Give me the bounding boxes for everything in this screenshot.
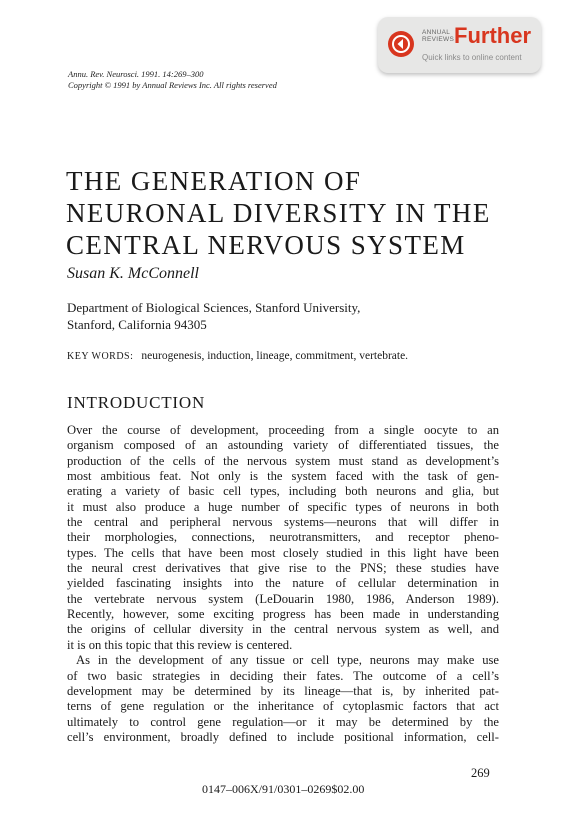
title-line: THE GENERATION OF bbox=[66, 166, 362, 196]
keywords-value: neurogenesis, induction, lineage, commitment, vertebrate. bbox=[141, 350, 409, 362]
body-line: it is on this topic that this review is centered. bbox=[67, 637, 293, 652]
body-line: ultimately to control gene regulation—or it may be determined by the bbox=[67, 714, 499, 729]
body-line: the neural crest derivatives that give rise to the PNS; these studies have bbox=[67, 561, 499, 576]
body-line: the origins of cellular diversity in the central nervous system as well, and bbox=[67, 622, 499, 637]
journal-citation: Annu. Rev. Neurosci. 1991. 14:269–300 bbox=[68, 69, 204, 79]
body-line: terns of gene regulation or the inheritance of cytoplasmic factors that act bbox=[67, 699, 499, 714]
further-subtitle: Quick links to online content bbox=[422, 53, 522, 62]
body-line: yielded fascinating insights into the nature of cellular determination in bbox=[67, 576, 499, 591]
body-line: Over the course of development, proceeding from a single oocyte to an bbox=[67, 423, 499, 437]
body-text bbox=[67, 423, 499, 745]
further-label: Further bbox=[454, 23, 531, 48]
body-line: erating a variety of basic cell types, including both neurons and glia, but bbox=[67, 484, 499, 499]
body-line: types. The cells that have been most closely studied in this light have been bbox=[67, 545, 499, 560]
annual-reviews-further-badge[interactable] bbox=[378, 17, 541, 73]
keywords-label: KEY WORDS: bbox=[67, 351, 134, 362]
body-line: their morphologies, connections, neurotransmitters, and receptor pheno- bbox=[67, 530, 499, 545]
body-line: As in the development of any tissue or cell type, neurons may make use bbox=[76, 653, 499, 668]
title-line: CENTRAL NERVOUS SYSTEM bbox=[66, 230, 466, 260]
price-code: 0147–006X/91/0301–0269$02.00 bbox=[202, 782, 365, 796]
body-line: the vertebrate nervous system (LeDouarin 1980, 1986, Anderson 1989). bbox=[67, 591, 499, 606]
body-line: organism composed of an astounding variety of differentiated tissues, the bbox=[67, 438, 499, 453]
body-line: it must also produce a huge number of specific types of neurons in both bbox=[67, 499, 499, 514]
play-arrow-icon bbox=[388, 31, 414, 57]
page-number: 269 bbox=[471, 766, 490, 780]
copyright-notice: Copyright © 1991 by Annual Reviews Inc. All rights reserved bbox=[68, 80, 277, 90]
affiliation-line: Department of Biological Sciences, Stanford University, bbox=[67, 300, 361, 315]
section-heading: INTRODUCTION bbox=[67, 393, 206, 412]
body-line: most ambitious feat. Not only is the system faced with the task of gen- bbox=[67, 469, 499, 484]
body-line: development may be determined by its lineage—that is, by inherited pat- bbox=[67, 683, 499, 698]
author-name: Susan K. McConnell bbox=[67, 265, 199, 282]
body-line: of two basic strategies in deciding their fates. The outcome of a cell’s bbox=[67, 668, 499, 683]
body-line: cell’s environment, broadly defined to include positional information, cell- bbox=[67, 729, 499, 744]
body-line: Recently, however, some exciting progress has been made in understanding bbox=[67, 607, 499, 622]
article-title bbox=[66, 165, 536, 261]
body-line: production of the cells of the nervous system must stand as development’s bbox=[67, 453, 499, 468]
body-line: the central and peripheral nervous systems—neurons that will differ in bbox=[67, 515, 499, 530]
author-affiliation bbox=[67, 299, 360, 333]
affiliation-line: Stanford, California 94305 bbox=[67, 317, 207, 332]
title-line: NEURONAL DIVERSITY IN THE bbox=[66, 198, 491, 228]
keywords bbox=[67, 350, 408, 362]
annual-reviews-wordmark: ANNUAL REVIEWS bbox=[422, 29, 455, 43]
